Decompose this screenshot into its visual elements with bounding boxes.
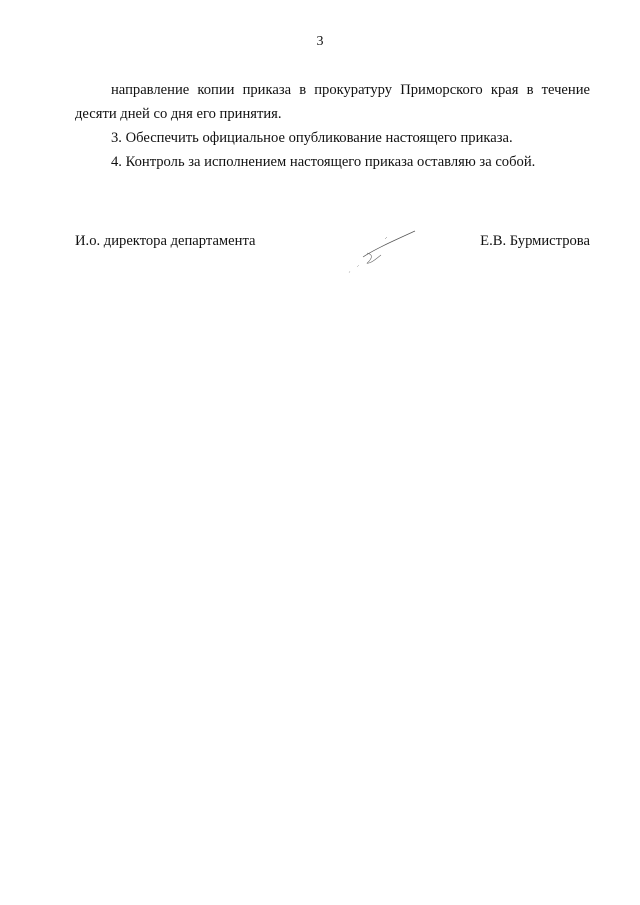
handwritten-signature-icon: [343, 227, 423, 287]
paragraph-continuation: направление копии приказа в прокуратуру Приморского края в течение десяти дней со дня его принятия.: [75, 82, 590, 122]
paragraph-item-4: 4. Контроль за исполнением настоящего приказа оставляю за собой.: [111, 154, 536, 170]
signature-block: [75, 233, 590, 273]
signatory-position: И.о. директора департамента: [75, 233, 256, 249]
page-number: 3: [316, 34, 324, 49]
document-body: [75, 78, 590, 174]
signatory-name: Е.В. Бурмистрова: [480, 233, 590, 249]
paragraph-item-3: 3. Обеспечить официальное опубликование настоящего приказа.: [111, 130, 513, 146]
